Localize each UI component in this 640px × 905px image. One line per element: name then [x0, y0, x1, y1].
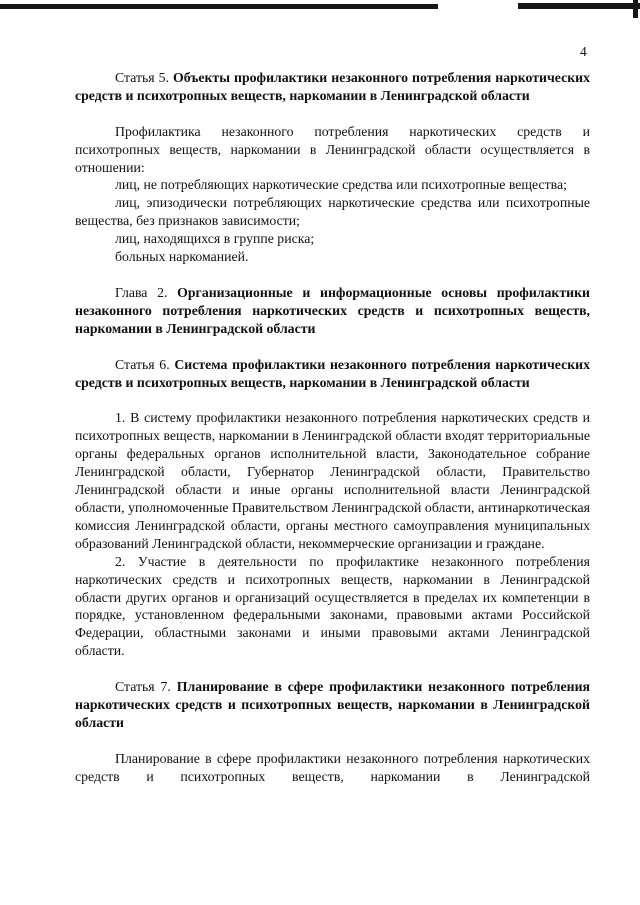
article-5-item-2: лиц, эпизодически потребляющих наркотические средства или психотропные вещества, без признаков зависимости;	[75, 195, 590, 229]
article-7-title: Планирование в сфере профилактики незаконного потребления наркотических средств и психотропных веществ, наркомании в Ленинградской области	[75, 679, 591, 730]
article-5-intro: Профилактика незаконного потребления наркотических средств и психотропных веществ, наркомании в Ленинградской области осуществляется в отношении:	[75, 123, 590, 175]
article-5-heading	[75, 69, 590, 105]
page-number: 4	[580, 44, 587, 59]
article-7-heading	[75, 678, 590, 732]
chapter-2-heading	[75, 284, 590, 338]
chapter-2-prefix: Глава 2.	[115, 284, 168, 300]
scan-border-top-left	[0, 4, 438, 9]
article-6-title: Система профилактики незаконного потребления наркотических средств и психотропных веществ, наркомании в Ленинградской области	[75, 356, 590, 390]
article-6-paragraph-2: 2. Участие в деятельности по профилактике незаконного потребления наркотических средств и психотропных веществ, наркомании в Ленинградской области других органов и организаций осуществляется в пределах их компетенции в порядке, установленном федеральными законами, правовыми актами Российской Федерации, областными законами и иными правовыми актами Ленинградской области.	[75, 553, 590, 659]
scan-border-top-right	[518, 3, 640, 9]
article-7-paragraph: Планирование в сфере профилактики незаконного потребления наркотических средств и психотропных веществ, наркомании в Ленинградской	[75, 750, 590, 784]
chapter-2-title: Организационные и информационные основы профилактики незаконного потребления наркотических средств и психотропных веществ, наркомании в Ленинградской области	[75, 284, 590, 336]
article-5-item-1: лиц, не потребляющих наркотические средства или психотропные вещества;	[115, 177, 567, 193]
scan-border-corner	[633, 0, 638, 18]
article-5-item-3: лиц, находящихся в группе риска;	[115, 231, 315, 247]
article-5-title: Объекты профилактики незаконного потребления наркотических средств и психотропных веществ, наркомании в Ленинградской области	[75, 70, 590, 103]
article-5-prefix: Статья 5.	[115, 70, 170, 85]
document-body	[75, 69, 590, 786]
article-7-prefix: Статья 7.	[115, 679, 171, 695]
article-6-prefix: Статья 6.	[115, 356, 170, 372]
article-6-heading	[75, 356, 590, 392]
article-6-paragraph-1: 1. В систему профилактики незаконного потребления наркотических средств и психотропных веществ, наркомании в Ленинградской области входят территориальные органы федеральных органов исполнительной власти, Законодательное собрание Ленинградской области, Губернатор Ленинградской области, Правительство Ленинградской области и иные органы исполнительной власти Ленинградской области, уполномоченные Правительством Ленинградской области, антинаркотическая комиссия Ленинградской области, органы местного самоуправления муниципальных образований Ленинградской области, некоммерческие организации и граждане.	[75, 410, 590, 551]
article-5-item-4: больных наркоманией.	[115, 249, 249, 265]
